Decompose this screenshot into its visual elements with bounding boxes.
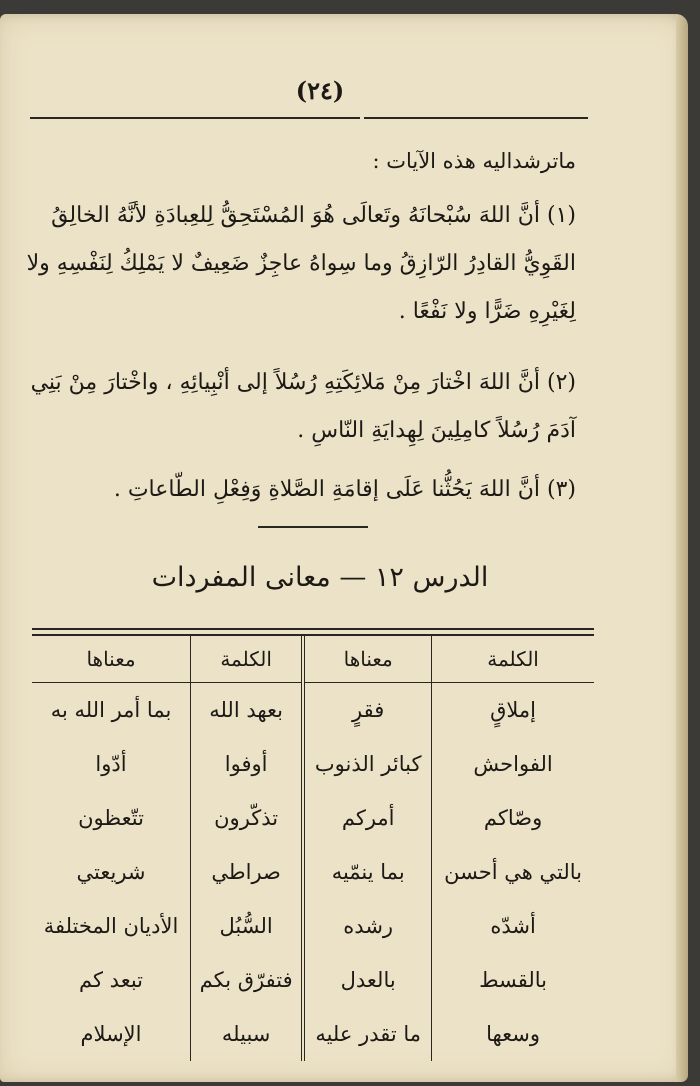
table-cell: فتفرّق بكم bbox=[191, 953, 304, 1007]
vocabulary-table bbox=[32, 636, 594, 1061]
table-row bbox=[32, 953, 594, 1007]
header-word: الكلمة bbox=[432, 636, 594, 683]
page-number: (٢٤) bbox=[295, 76, 345, 105]
table-cell: الإسلام bbox=[80, 1022, 142, 1046]
table-cell: الفواحش bbox=[432, 737, 594, 791]
table-cell: وصّاكم bbox=[432, 791, 594, 845]
header-rule-left bbox=[30, 117, 360, 119]
table-cell: تذكّرون bbox=[191, 791, 304, 845]
point-2: (٢) أنَّ اللهَ اخْتارَ مِنْ مَلائِكَتِهِ رُسُلاً إلى أنْبِيائِهِ ، واخْتارَ مِنْ بَنِي آدَمَ رُسُلاً كامِلِينَ لِهِدايَةِ النّاسِ . bbox=[30, 370, 576, 443]
table-row bbox=[32, 683, 594, 738]
page-edge bbox=[676, 14, 688, 1082]
table-cell: صراطي bbox=[191, 845, 304, 899]
table-row bbox=[32, 1007, 594, 1061]
table-cell: بما أمر الله به bbox=[50, 698, 172, 722]
table-cell: ما تقدر عليه bbox=[303, 1007, 431, 1061]
point-1: (١) أنَّ اللهَ سُبْحانَهُ وتَعالَى هُوَ المُسْتَحِقُّ لِلعِبادَةِ لأنَّهُ الخالِقُ القَوِيُّ القادِرُ الرّازِقُ وما سِواهُ عاجِزٌ ضَعِيفٌ لا يَمْلِكُ لِنَفْسِهِ ولا لِغَيْرِهِ ضَرًّا ولا نَفْعًا . bbox=[26, 203, 576, 324]
table-cell: أمركم bbox=[303, 791, 431, 845]
table-row bbox=[32, 899, 594, 953]
table-cell: تبعد كم bbox=[79, 968, 143, 992]
lesson-title: الدرس ١٢ — معانى المفردات bbox=[151, 562, 489, 593]
header-meaning: معناها bbox=[303, 636, 431, 683]
table-row bbox=[32, 737, 594, 791]
header-meaning: معناها bbox=[32, 636, 191, 683]
book-page bbox=[0, 14, 688, 1082]
table-cell: وسعها bbox=[432, 1007, 594, 1061]
table-cell: أوفوا bbox=[191, 737, 304, 791]
verses-intro: ماترشداليه هذه الآيات : bbox=[372, 149, 576, 173]
section-divider bbox=[258, 526, 368, 528]
table-cell: إملاقٍ bbox=[432, 683, 594, 738]
table-cell: بما ينمّيه bbox=[303, 845, 431, 899]
table-cell: بالتي هي أحسن bbox=[432, 845, 594, 899]
table-cell: كبائر الذنوب bbox=[303, 737, 431, 791]
table-cell: تتّعظون bbox=[78, 806, 144, 830]
table-cell: سبيله bbox=[191, 1007, 304, 1061]
header-rule-right bbox=[364, 117, 588, 119]
table-cell: بعهد الله bbox=[191, 683, 304, 738]
table-top-rule-1 bbox=[32, 628, 594, 630]
table-row bbox=[32, 845, 594, 899]
table-cell: رشده bbox=[303, 899, 431, 953]
table-cell: شريعتي bbox=[76, 860, 146, 884]
table-header-row bbox=[32, 636, 594, 683]
table-cell: بالقسط bbox=[432, 953, 594, 1007]
table-cell: أشدّه bbox=[432, 899, 594, 953]
table-row bbox=[32, 791, 594, 845]
table-cell: الأديان المختلفة bbox=[43, 914, 179, 938]
table-cell: السُّبُل bbox=[191, 899, 304, 953]
table-cell: أدّوا bbox=[95, 752, 127, 776]
table-cell: فقرٍ bbox=[303, 683, 431, 738]
point-3: (٣) أنَّ اللهَ يَحُثُّنا عَلَى إقامَةِ الصَّلاةِ وَفِعْلِ الطّاعاتِ . bbox=[113, 477, 576, 502]
header-word: الكلمة bbox=[191, 636, 304, 683]
table-cell: بالعدل bbox=[303, 953, 431, 1007]
